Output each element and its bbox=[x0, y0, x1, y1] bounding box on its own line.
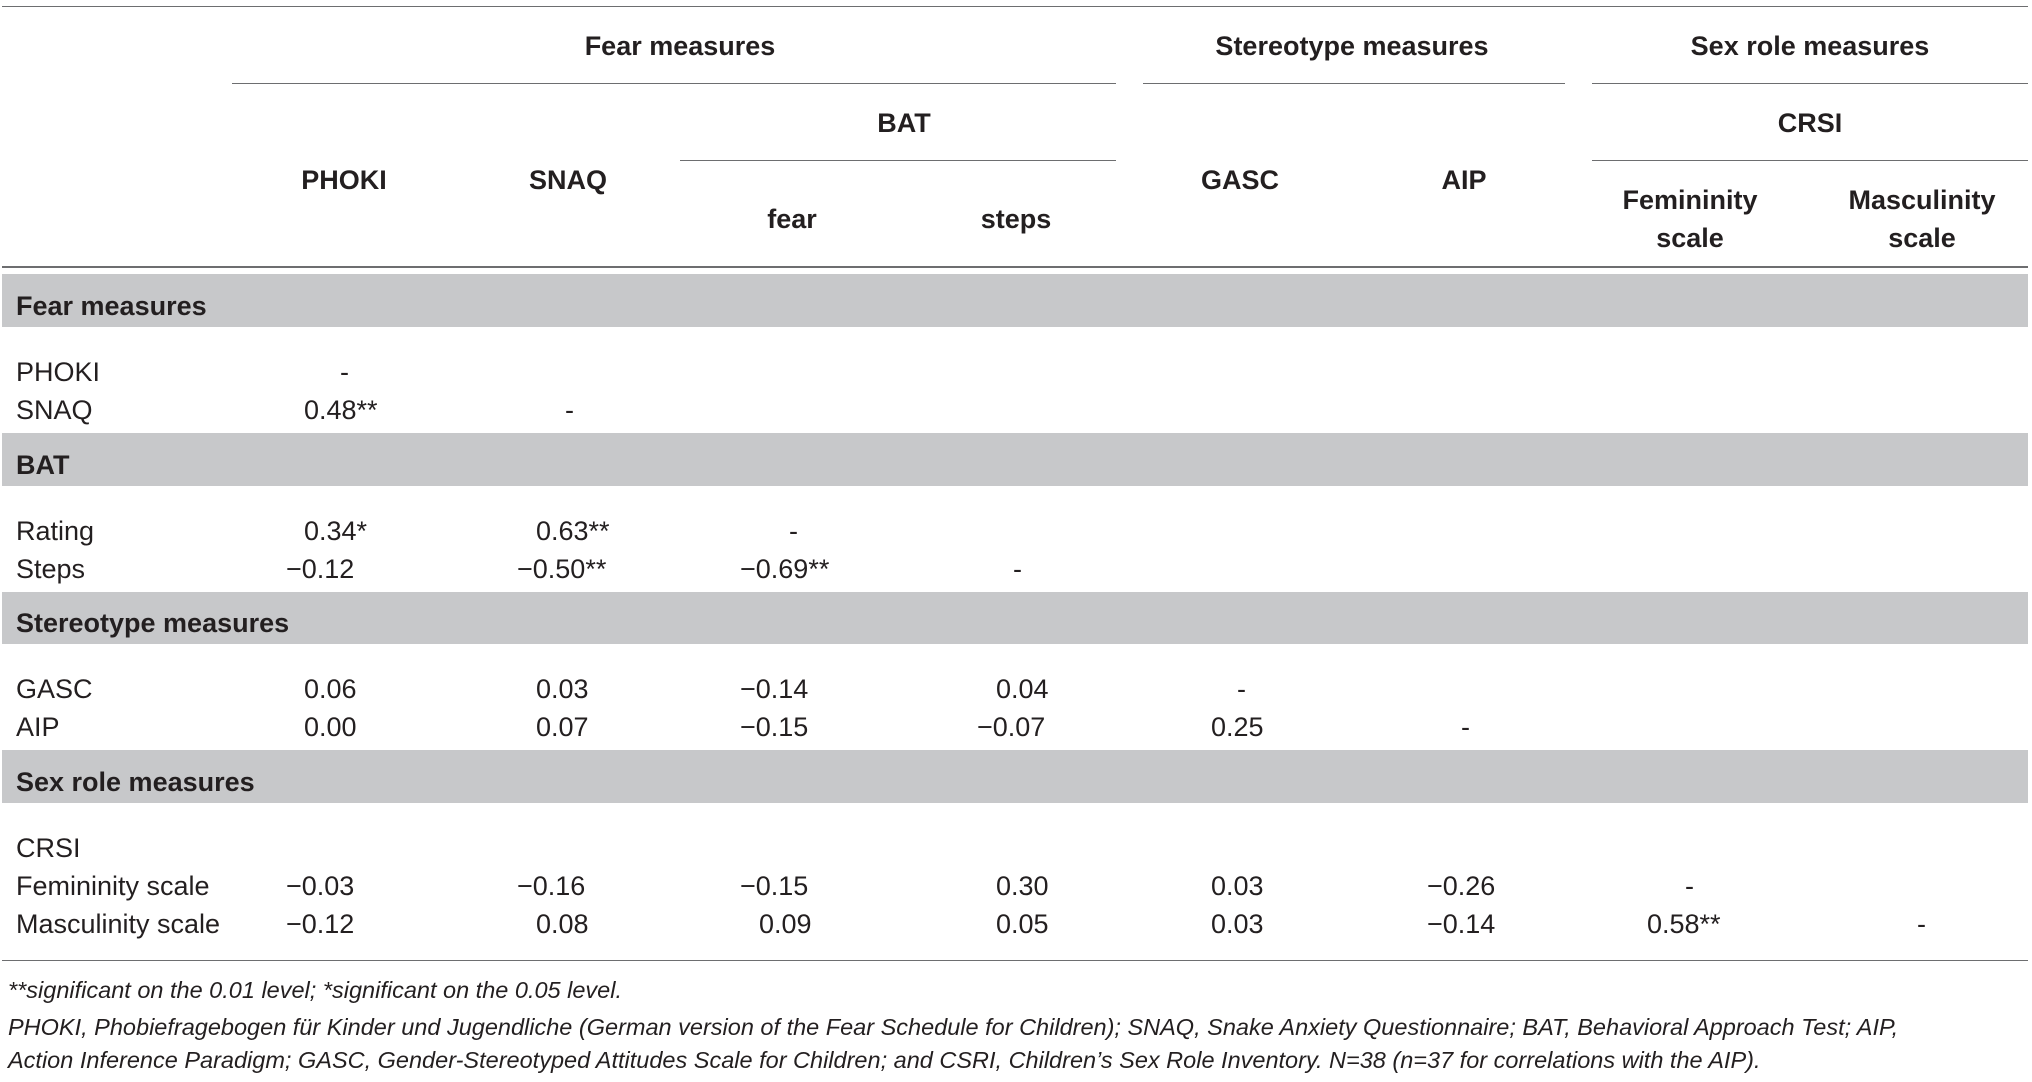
cell-gasc-steps: 0.04 bbox=[996, 674, 1049, 704]
sexrole-group-underline bbox=[1592, 83, 2028, 84]
header-col-aip: AIP bbox=[1441, 165, 1487, 195]
header-bottom-rule bbox=[2, 266, 2028, 268]
row-label-crsi: CRSI bbox=[16, 833, 81, 863]
cell-masculinity-aip: −0.14 bbox=[1427, 909, 1496, 939]
cell-aip-snaq: 0.07 bbox=[536, 712, 589, 742]
header-sub-crsi: CRSI bbox=[1777, 108, 1843, 138]
cell-aip-aip: - bbox=[1461, 712, 1470, 742]
cell-steps-fear: −0.69** bbox=[740, 554, 830, 584]
cell-gasc-gasc: - bbox=[1237, 674, 1246, 704]
header-col-masculinity: Masculinity scale bbox=[1848, 185, 1996, 253]
cell-masculinity-gasc: 0.03 bbox=[1211, 909, 1264, 939]
cell-femininity-gasc: 0.03 bbox=[1211, 871, 1264, 901]
cell-steps-snaq: −0.50** bbox=[517, 554, 607, 584]
cell-snaq-snaq: - bbox=[565, 395, 574, 425]
cell-aip-fear: −0.15 bbox=[740, 712, 809, 742]
header-col-femininity: Femininity scale bbox=[1622, 185, 1758, 253]
row-label-phoki: PHOKI bbox=[16, 357, 101, 387]
cell-masculinity-fear: 0.09 bbox=[759, 909, 812, 939]
header-sub-bat: BAT bbox=[877, 108, 931, 138]
row-label-gasc: GASC bbox=[16, 674, 93, 704]
crsi-underline bbox=[1592, 160, 2028, 161]
footnote-significance: **significant on the 0.01 level; *significant on the 0.05 level. bbox=[8, 977, 623, 1003]
row-label-snaq: SNAQ bbox=[16, 395, 93, 425]
header-col-snaq: SNAQ bbox=[528, 165, 608, 195]
section-band-sexrole bbox=[2, 750, 2028, 803]
table-bottom-rule bbox=[2, 960, 2028, 961]
cell-gasc-fear: −0.14 bbox=[740, 674, 809, 704]
cell-rating-snaq: 0.63** bbox=[536, 516, 610, 546]
header-group-fear: Fear measures bbox=[584, 31, 776, 61]
cell-aip-gasc: 0.25 bbox=[1211, 712, 1264, 742]
fear-group-underline bbox=[232, 83, 1116, 84]
cell-masculinity-masc: - bbox=[1917, 909, 1926, 939]
cell-femininity-snaq: −0.16 bbox=[517, 871, 586, 901]
row-label-masculinity: Masculinity scale bbox=[16, 909, 221, 939]
header-group-sexrole: Sex role measures bbox=[1690, 31, 1930, 61]
stereotype-group-underline bbox=[1143, 83, 1565, 84]
bat-underline bbox=[680, 160, 1116, 161]
cell-steps-steps: - bbox=[1013, 554, 1022, 584]
section-band-fear bbox=[2, 274, 2028, 327]
top-rule bbox=[2, 6, 2028, 7]
footnote-abbreviations-line2: Action Inference Paradigm; GASC, Gender-Stereotyped Attitudes Scale for Children; and CSRI, Children’s Sex Role Inventory. N=38 (n=37 for correlations with the AIP). bbox=[8, 1047, 1761, 1073]
section-band-stereotype bbox=[2, 592, 2028, 644]
cell-femininity-aip: −0.26 bbox=[1427, 871, 1496, 901]
row-label-aip: AIP bbox=[16, 712, 60, 742]
section-title-stereotype: Stereotype measures bbox=[16, 608, 290, 638]
section-title-fear: Fear measures bbox=[16, 291, 207, 321]
row-label-steps: Steps bbox=[16, 554, 86, 584]
cell-aip-steps: −0.07 bbox=[977, 712, 1046, 742]
cell-phoki-phoki: - bbox=[340, 357, 349, 387]
cell-masculinity-steps: 0.05 bbox=[996, 909, 1049, 939]
section-band-bat bbox=[2, 433, 2028, 486]
row-label-rating: Rating bbox=[16, 516, 95, 546]
cell-gasc-snaq: 0.03 bbox=[536, 674, 589, 704]
row-label-femininity: Femininity scale bbox=[16, 871, 210, 901]
cell-femininity-fem: - bbox=[1685, 871, 1694, 901]
cell-steps-phoki: −0.12 bbox=[286, 554, 355, 584]
header-col-steps: steps bbox=[980, 204, 1052, 234]
cell-snaq-phoki: 0.48** bbox=[304, 395, 378, 425]
cell-aip-phoki: 0.00 bbox=[304, 712, 357, 742]
header-col-fear: fear bbox=[767, 204, 817, 234]
cell-gasc-phoki: 0.06 bbox=[304, 674, 357, 704]
header-group-stereotype: Stereotype measures bbox=[1215, 31, 1489, 61]
cell-rating-fear: - bbox=[789, 516, 798, 546]
cell-femininity-fear: −0.15 bbox=[740, 871, 809, 901]
footnote-abbreviations-line1: PHOKI, Phobiefragebogen für Kinder und Jugendliche (German version of the Fear Schedule for Children); SNAQ, Snake Anxiety Questionnaire; BAT, Behavioral Approach Test; AIP, bbox=[8, 1014, 1899, 1040]
section-title-sexrole: Sex role measures bbox=[16, 767, 255, 797]
cell-rating-phoki: 0.34* bbox=[304, 516, 368, 546]
cell-masculinity-phoki: −0.12 bbox=[286, 909, 355, 939]
header-col-phoki: PHOKI bbox=[301, 165, 387, 195]
section-title-bat: BAT bbox=[16, 450, 70, 480]
cell-masculinity-fem: 0.58** bbox=[1647, 909, 1721, 939]
header-col-gasc: GASC bbox=[1200, 165, 1280, 195]
cell-femininity-phoki: −0.03 bbox=[286, 871, 355, 901]
cell-femininity-steps: 0.30 bbox=[996, 871, 1049, 901]
cell-masculinity-snaq: 0.08 bbox=[536, 909, 589, 939]
